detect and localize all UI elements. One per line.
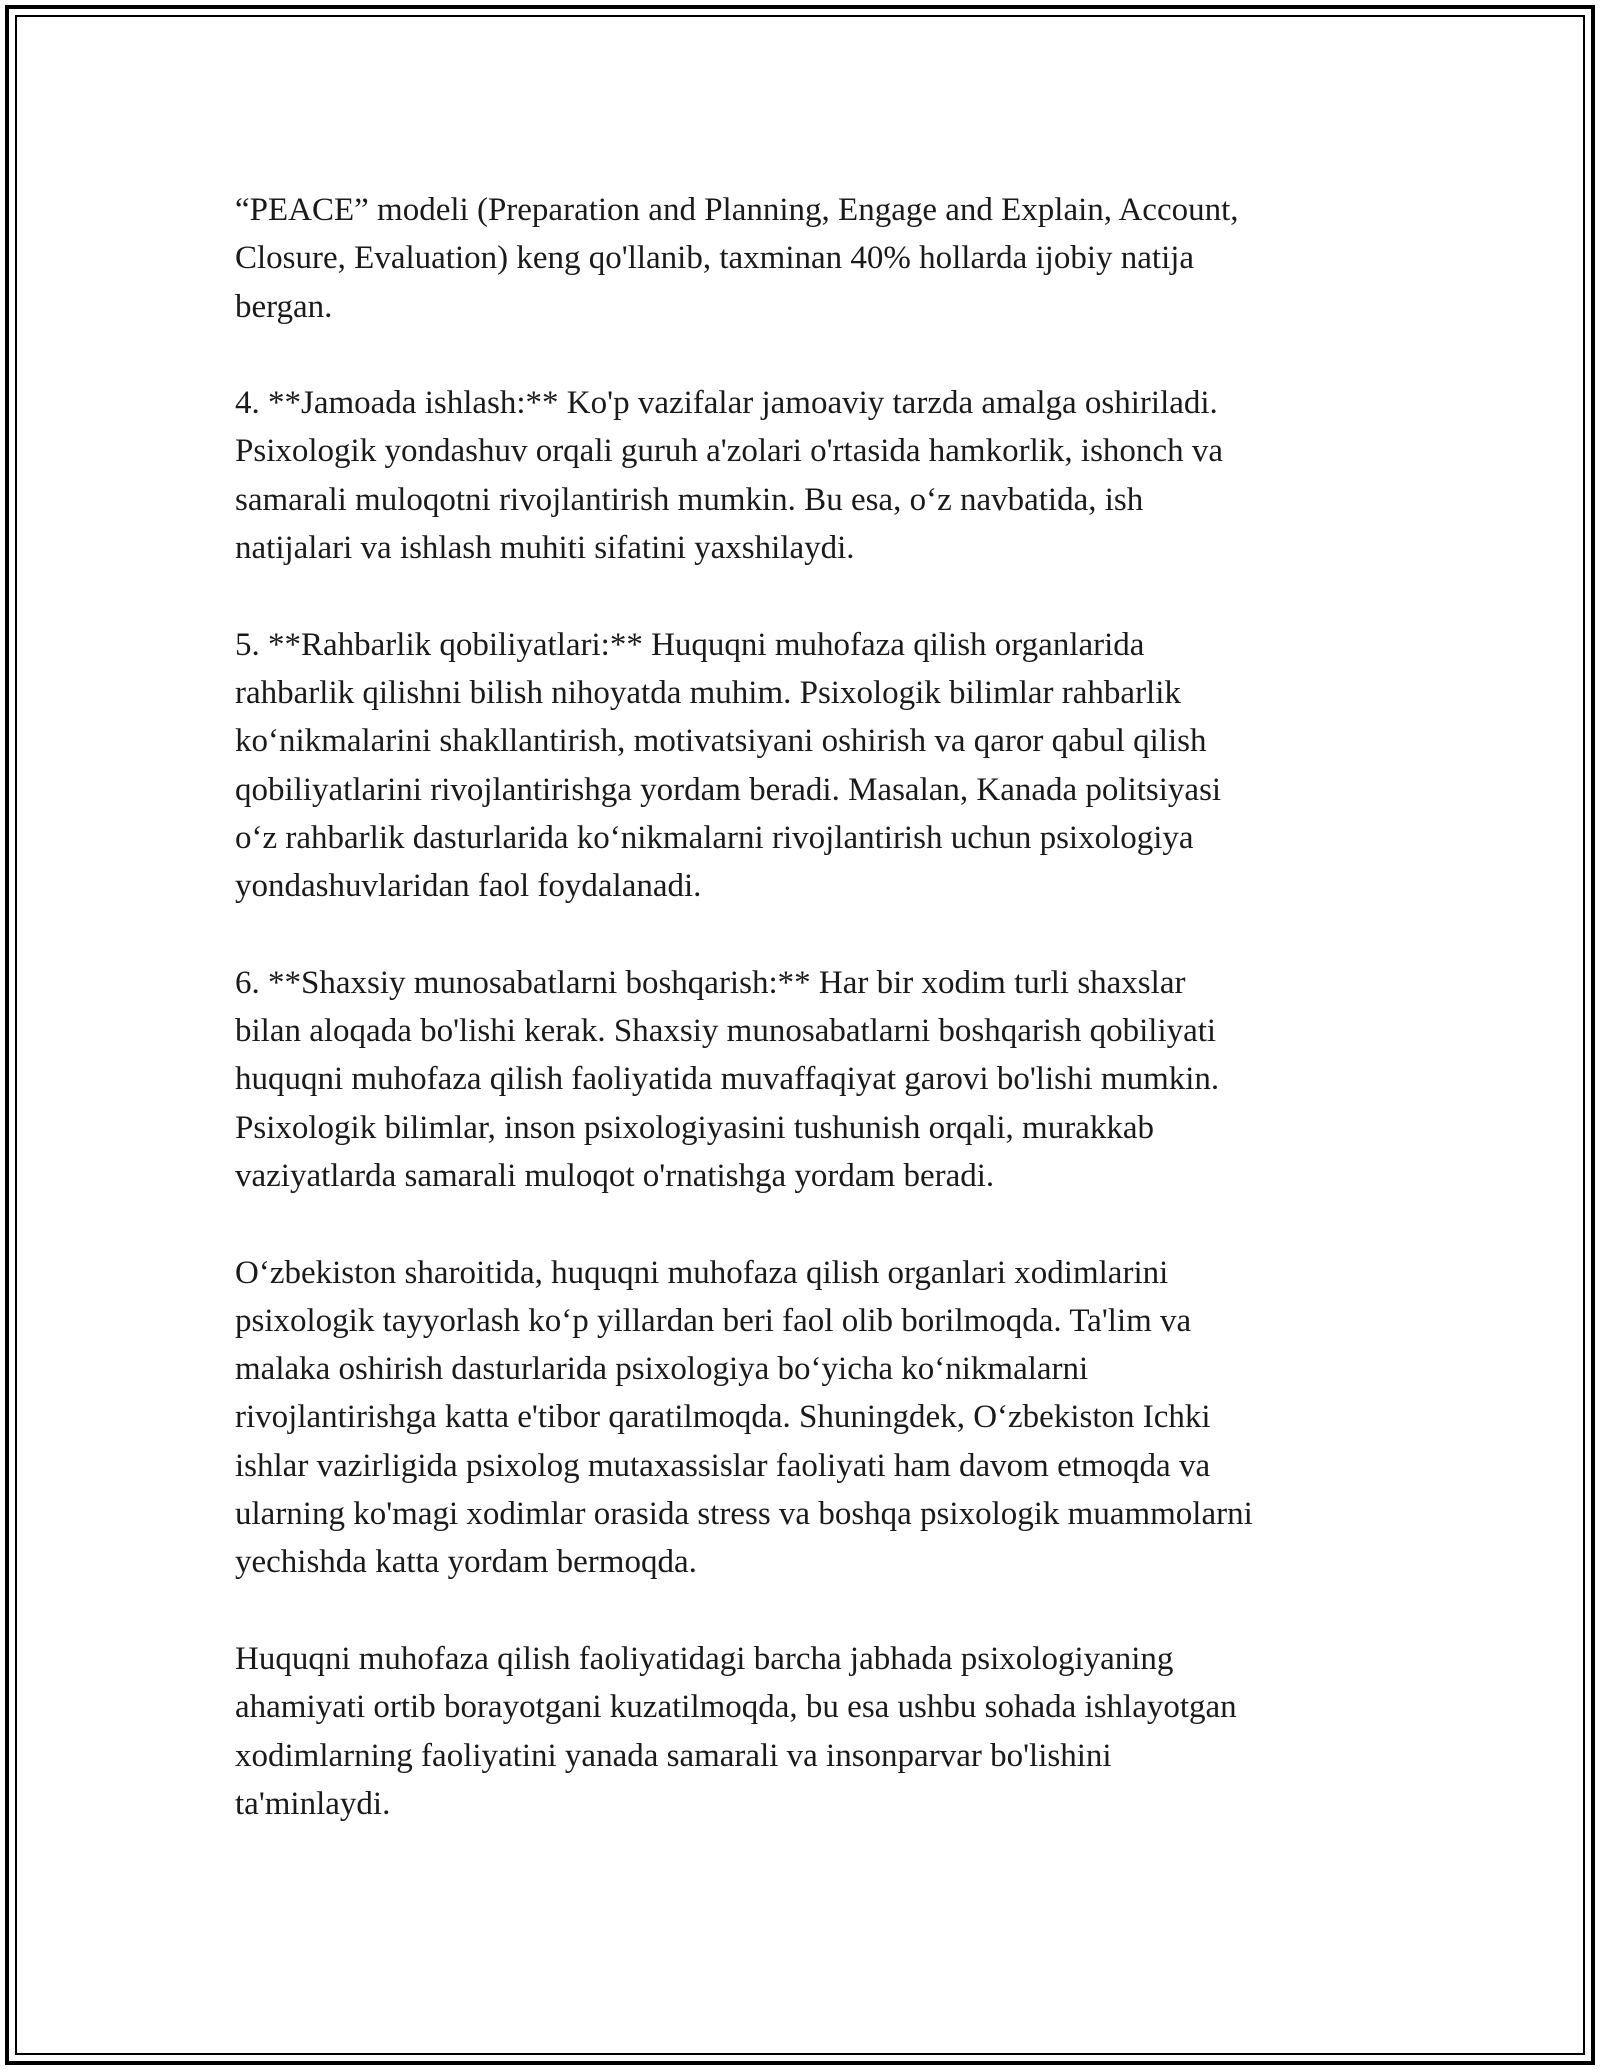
paragraph-uzbekistan: O‘zbekiston sharoitida, huquqni muhofaza qilish organlari xodimlarini psixologik tayyorlash ko‘p yillardan beri faol olib borilmoqda. Ta'lim va malaka oshirish dasturlarida psixologiya bo‘yicha ko‘nikmalarni rivojlantirishga katta e'tibor qaratilmoqda. Shuningdek, O‘zbekiston Ichki ishlar vazirligida psixolog mutaxassislar faoliyati ham davom etmoqda va ularning ko'magi xodimlar orasida stress va boshqa psixologik muammolarni yechishda katta yordam bermoqda.	[235, 1254, 1253, 1581]
paragraph-leadership: 5. **Rahbarlik qobiliyatlari:** Huquqni muhofaza qilish organlarida rahbarlik qilishni bilish nihoyatda muhim. Psixologik bilimlar rahbarlik ko‘nikmalarini shakllantirish, motivatsiyani oshirish va qaror qabul qilish qobiliyatlarini rivojlantirishga yordam beradi. Masalan, Kanada politsiyasi o‘z rahbarlik dasturlarida ko‘nikmalarni rivojlantirish uchun psixologiya yondashuvlaridan faol foydalanadi.	[235, 626, 1222, 905]
paragraph-interpersonal: 6. **Shaxsiy munosabatlarni boshqarish:** Har bir xodim turli shaxslar bilan aloqada bo'lishi kerak. Shaxsiy munosabatlarni boshqarish qobiliyati huquqni muhofaza qilish faoliyatida muvaffaqiyat garovi bo'lishi mumkin. Psixologik bilimlar, inson psixologiyasini tushunish orqali, murakkab vaziyatlarda samarali muloqot o'rnatishga yordam beradi.	[235, 964, 1220, 1194]
document-body	[235, 186, 1370, 1876]
paragraph-conclusion: Huquqni muhofaza qilish faoliyatidagi barcha jabhada psixologiyaning ahamiyati ortib borayotgani kuzatilmoqda, bu esa ushbu sohada ishlayotgan xodimlarning faoliyatini yanada samarali va insonparvar bo'lishini ta'minlaydi.	[235, 1640, 1237, 1822]
paragraph-teamwork: 4. **Jamoada ishlash:** Ko'p vazifalar jamoaviy tarzda amalga oshiriladi. Psixologik yondashuv orqali guruh a'zolari o'rtasida hamkorlik, ishonch va samarali muloqotni rivojlantirish mumkin. Bu esa, o‘z navbatida, ish natijalari va ishlash muhiti sifatini yaxshilaydi.	[235, 385, 1223, 567]
paragraph-peace-model: “PEACE” modeli (Preparation and Planning, Engage and Explain, Account, Closure, Evaluation) keng qo'llanib, taxminan 40% hollarda ijobiy natija bergan.	[235, 192, 1239, 325]
